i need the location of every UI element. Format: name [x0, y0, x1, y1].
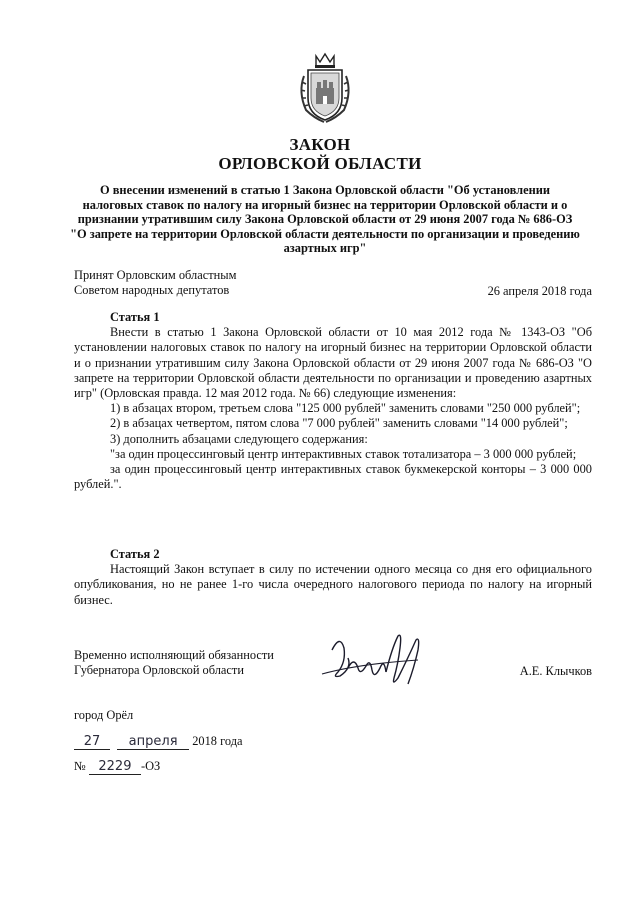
adoption-line-1: Принят Орловским областным — [74, 268, 237, 282]
law-number — [74, 759, 160, 775]
article-1-item-3: 3) дополнить абзацами следующего содержания: — [110, 431, 368, 446]
signing-month: апреля — [117, 734, 189, 750]
signing-date — [74, 734, 243, 750]
law-number-value: 2229 — [89, 759, 141, 775]
adoption-info — [74, 268, 236, 298]
signatory-name: А.Е. Клычков — [519, 664, 592, 678]
coat-of-arms-icon — [294, 52, 356, 124]
article-1-item-2: 2) в абзацах четвертом, пятом слова "7 000 рублей" заменить словами "14 000 рублей"; — [110, 416, 568, 431]
signing-day: 27 — [74, 734, 110, 750]
article-1-quote-1: "за один процессинговый центр интерактивных ставок тотализатора – 3 000 000 рублей; — [110, 446, 577, 461]
document-type: ЗАКОН — [289, 135, 351, 154]
position-line-2: Губернатора Орловской области — [74, 663, 244, 677]
position-line-1: Временно исполняющий обязанности — [74, 648, 274, 662]
article-2-heading: Статья 2 — [110, 547, 160, 561]
article-1-intro: Внести в статью 1 Закона Орловской области от 10 мая 2012 года № 1343-ОЗ "Об установлении налоговых ставок по налогу на игорный бизнес на территории Орловской области и о признании утратившим силу Закона Орловской области от 29 июня 2007 года № 686-ОЗ "О запрете на территории Орловской области деятельности по организации и проведению азартных игр" (Орловская правда. 12 мая 2012 года. № 66) следующие изменения: — [74, 325, 592, 401]
article-2-text: Настоящий Закон вступает в силу по истечении одного месяца со дня его официального опубликования, но не ранее 1-го числа очередного налогового периода по налогу на игорный бизнес. — [74, 562, 592, 607]
law-number-suffix: -ОЗ — [140, 759, 161, 773]
number-sign: № — [74, 759, 86, 773]
article-1 — [74, 310, 592, 492]
document-subtitle: О внесении изменений в статью 1 Закона Орловской области "Об установлении налоговых ставок по налогу на игорный бизнес на территории Орловской области и о признании утратившим силу Закона Орловской области от 29 июня 2007 года № 686-ОЗ "О запрете на территории Орловской области деятельности по организации и проведению азартных игр" — [70, 183, 580, 255]
handwritten-signature — [318, 628, 430, 696]
adoption-line-2: Советом народных депутатов — [74, 283, 230, 297]
signing-year: 2018 года — [192, 734, 243, 748]
article-2 — [74, 547, 592, 608]
adoption-date: 26 апреля 2018 года — [487, 284, 592, 298]
article-1-heading: Статья 1 — [110, 310, 160, 324]
signatory-position — [74, 648, 274, 678]
article-1-quote-2: за один процессинговый центр интерактивных ставок букмекерской конторы – 3 000 000 рублей.". — [74, 462, 592, 492]
article-1-item-1: 1) в абзацах втором, третьем слова "125 000 рублей" заменить словами "250 000 рублей"; — [110, 401, 581, 416]
issuing-region: ОРЛОВСКОЙ ОБЛАСТИ — [218, 154, 422, 173]
signing-city: город Орёл — [74, 708, 134, 722]
